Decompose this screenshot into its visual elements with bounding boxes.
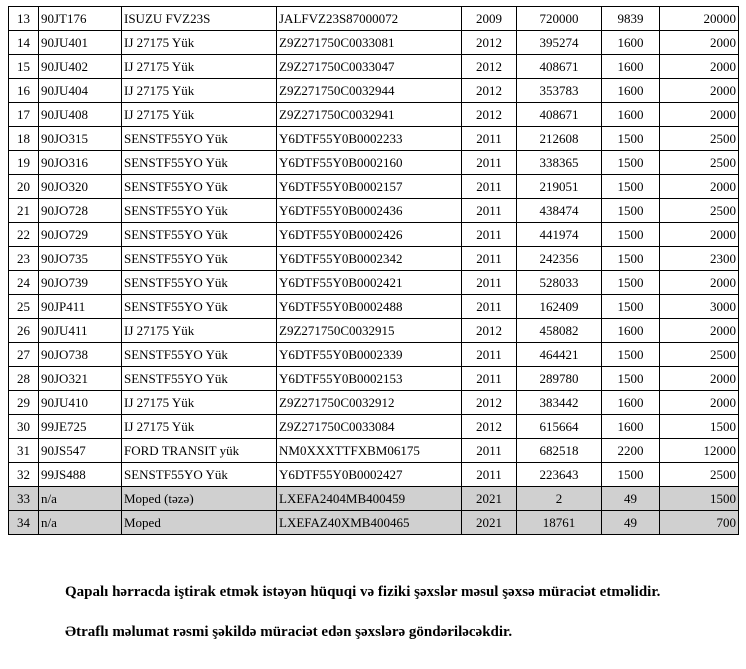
table-cell-engine: 1500 xyxy=(602,199,660,223)
table-cell-year: 2011 xyxy=(462,175,517,199)
table-cell-model: SENSTF55YO Yük xyxy=(122,247,277,271)
table-cell-mileage: 408671 xyxy=(517,103,602,127)
table-cell-price: 2000 xyxy=(660,55,739,79)
table-cell-price: 3000 xyxy=(660,295,739,319)
table-cell-mileage: 162409 xyxy=(517,295,602,319)
table-cell-engine: 49 xyxy=(602,511,660,535)
table-cell-year: 2011 xyxy=(462,367,517,391)
vehicle-table-body xyxy=(9,7,739,535)
table-cell-price: 2000 xyxy=(660,391,739,415)
table-cell-vin: Y6DTF55Y0B0002488 xyxy=(277,295,462,319)
note-paragraph-details: Ətraflı məlumat rəsmi şəkildə müraciət edən şəxslərə göndəriləcəkdir. xyxy=(65,623,513,640)
notes-section xyxy=(65,583,682,642)
table-row xyxy=(9,367,739,391)
table-cell-vin: NM0XXXTTFXBM06175 xyxy=(277,439,462,463)
table-cell-no: 29 xyxy=(9,391,39,415)
table-cell-no: 32 xyxy=(9,463,39,487)
table-cell-year: 2012 xyxy=(462,391,517,415)
table-cell-plate: 90JO739 xyxy=(39,271,122,295)
table-cell-year: 2011 xyxy=(462,295,517,319)
table-cell-mileage: 441974 xyxy=(517,223,602,247)
table-cell-vin: Y6DTF55Y0B0002233 xyxy=(277,127,462,151)
table-cell-engine: 1500 xyxy=(602,463,660,487)
table-cell-no: 27 xyxy=(9,343,39,367)
table-cell-no: 24 xyxy=(9,271,39,295)
table-cell-model: SENSTF55YO Yük xyxy=(122,127,277,151)
table-cell-year: 2011 xyxy=(462,127,517,151)
table-cell-price: 2000 xyxy=(660,175,739,199)
table-cell-price: 1500 xyxy=(660,487,739,511)
table-cell-price: 2500 xyxy=(660,343,739,367)
table-cell-price: 12000 xyxy=(660,439,739,463)
table-cell-model: IJ 27175 Yük xyxy=(122,31,277,55)
table-cell-vin: Z9Z271750C0033047 xyxy=(277,55,462,79)
table-cell-engine: 1500 xyxy=(602,151,660,175)
table-cell-no: 26 xyxy=(9,319,39,343)
table-cell-plate: 90JU402 xyxy=(39,55,122,79)
table-cell-year: 2012 xyxy=(462,103,517,127)
table-cell-model: SENSTF55YO Yük xyxy=(122,295,277,319)
table-cell-year: 2012 xyxy=(462,55,517,79)
table-cell-mileage: 464421 xyxy=(517,343,602,367)
table-cell-engine: 2200 xyxy=(602,439,660,463)
table-cell-price: 2500 xyxy=(660,151,739,175)
table-cell-model: Moped xyxy=(122,511,277,535)
table-cell-engine: 1600 xyxy=(602,319,660,343)
table-cell-mileage: 528033 xyxy=(517,271,602,295)
table-cell-year: 2011 xyxy=(462,247,517,271)
table-cell-plate: 90JU401 xyxy=(39,31,122,55)
table-row xyxy=(9,247,739,271)
table-cell-mileage: 682518 xyxy=(517,439,602,463)
table-cell-model: IJ 27175 Yük xyxy=(122,55,277,79)
table-cell-model: SENSTF55YO Yük xyxy=(122,343,277,367)
table-cell-mileage: 408671 xyxy=(517,55,602,79)
table-cell-engine: 1600 xyxy=(602,391,660,415)
vehicle-table xyxy=(8,6,739,535)
table-cell-year: 2021 xyxy=(462,487,517,511)
table-row xyxy=(9,319,739,343)
table-cell-no: 28 xyxy=(9,367,39,391)
table-cell-year: 2011 xyxy=(462,199,517,223)
table-cell-year: 2012 xyxy=(462,319,517,343)
table-cell-mileage: 615664 xyxy=(517,415,602,439)
table-cell-vin: JALFVZ23S87000072 xyxy=(277,7,462,31)
table-cell-year: 2011 xyxy=(462,439,517,463)
table-cell-mileage: 383442 xyxy=(517,391,602,415)
table-row xyxy=(9,175,739,199)
table-cell-model: SENSTF55YO Yük xyxy=(122,151,277,175)
table-cell-plate: n/a xyxy=(39,511,122,535)
table-cell-engine: 1500 xyxy=(602,223,660,247)
table-cell-plate: 90JU408 xyxy=(39,103,122,127)
table-cell-price: 2500 xyxy=(660,463,739,487)
table-cell-year: 2011 xyxy=(462,151,517,175)
table-cell-year: 2011 xyxy=(462,223,517,247)
table-cell-model: Moped (təzə) xyxy=(122,487,277,511)
table-cell-plate: 90JO738 xyxy=(39,343,122,367)
table-cell-vin: Z9Z271750C0032941 xyxy=(277,103,462,127)
table-cell-mileage: 219051 xyxy=(517,175,602,199)
table-cell-price: 1500 xyxy=(660,415,739,439)
table-row xyxy=(9,127,739,151)
table-cell-vin: Y6DTF55Y0B0002427 xyxy=(277,463,462,487)
table-cell-no: 25 xyxy=(9,295,39,319)
table-cell-plate: 90JO316 xyxy=(39,151,122,175)
table-cell-no: 14 xyxy=(9,31,39,55)
table-cell-year: 2011 xyxy=(462,271,517,295)
table-cell-price: 2000 xyxy=(660,367,739,391)
table-cell-mileage: 289780 xyxy=(517,367,602,391)
table-cell-mileage: 2 xyxy=(517,487,602,511)
table-cell-no: 21 xyxy=(9,199,39,223)
table-cell-plate: 90JU404 xyxy=(39,79,122,103)
table-cell-engine: 9839 xyxy=(602,7,660,31)
table-cell-year: 2021 xyxy=(462,511,517,535)
table-row xyxy=(9,199,739,223)
table-cell-no: 34 xyxy=(9,511,39,535)
table-cell-model: SENSTF55YO Yük xyxy=(122,199,277,223)
table-cell-plate: 90JO728 xyxy=(39,199,122,223)
table-cell-model: SENSTF55YO Yük xyxy=(122,367,277,391)
note-paragraph-participation: Qapalı hərracda iştirak etmək istəyən hüquqi və fiziki şəxslər məsul şəxsə müraciət etməlidir. xyxy=(65,584,661,600)
table-cell-mileage: 395274 xyxy=(517,31,602,55)
table-cell-no: 22 xyxy=(9,223,39,247)
table-cell-model: SENSTF55YO Yük xyxy=(122,223,277,247)
table-cell-model: IJ 27175 Yük xyxy=(122,79,277,103)
table-cell-no: 23 xyxy=(9,247,39,271)
table-cell-plate: 90JT176 xyxy=(39,7,122,31)
table-cell-mileage: 338365 xyxy=(517,151,602,175)
table-cell-vin: Y6DTF55Y0B0002421 xyxy=(277,271,462,295)
table-cell-price: 2000 xyxy=(660,271,739,295)
table-cell-vin: Z9Z271750C0033084 xyxy=(277,415,462,439)
table-cell-engine: 1500 xyxy=(602,247,660,271)
table-cell-price: 2300 xyxy=(660,247,739,271)
table-cell-mileage: 212608 xyxy=(517,127,602,151)
table-cell-vin: Z9Z271750C0032912 xyxy=(277,391,462,415)
table-cell-price: 700 xyxy=(660,511,739,535)
table-cell-price: 2000 xyxy=(660,31,739,55)
table-cell-vin: Z9Z271750C0032944 xyxy=(277,79,462,103)
table-cell-vin: Y6DTF55Y0B0002160 xyxy=(277,151,462,175)
table-cell-no: 19 xyxy=(9,151,39,175)
table-cell-plate: 90JP411 xyxy=(39,295,122,319)
table-cell-engine: 1500 xyxy=(602,295,660,319)
table-cell-year: 2012 xyxy=(462,415,517,439)
table-cell-year: 2012 xyxy=(462,79,517,103)
table-cell-vin: Y6DTF55Y0B0002157 xyxy=(277,175,462,199)
table-cell-no: 16 xyxy=(9,79,39,103)
table-cell-mileage: 242356 xyxy=(517,247,602,271)
table-row xyxy=(9,391,739,415)
table-cell-no: 31 xyxy=(9,439,39,463)
table-cell-model: SENSTF55YO Yük xyxy=(122,271,277,295)
table-cell-no: 20 xyxy=(9,175,39,199)
table-row xyxy=(9,31,739,55)
table-cell-plate: 90JO735 xyxy=(39,247,122,271)
table-cell-vin: Y6DTF55Y0B0002339 xyxy=(277,343,462,367)
table-row xyxy=(9,151,739,175)
table-cell-vin: Y6DTF55Y0B0002342 xyxy=(277,247,462,271)
table-cell-year: 2011 xyxy=(462,463,517,487)
table-cell-engine: 1600 xyxy=(602,79,660,103)
table-row xyxy=(9,295,739,319)
table-cell-vin: LXEFA2404MB400459 xyxy=(277,487,462,511)
table-cell-model: IJ 27175 Yük xyxy=(122,391,277,415)
table-cell-mileage: 223643 xyxy=(517,463,602,487)
table-cell-vin: Z9Z271750C0033081 xyxy=(277,31,462,55)
table-row xyxy=(9,223,739,247)
table-cell-engine: 1600 xyxy=(602,103,660,127)
table-cell-model: SENSTF55YO Yük xyxy=(122,463,277,487)
table-cell-plate: n/a xyxy=(39,487,122,511)
table-row xyxy=(9,511,739,535)
table-cell-no: 18 xyxy=(9,127,39,151)
table-cell-price: 2000 xyxy=(660,79,739,103)
table-cell-plate: 90JS547 xyxy=(39,439,122,463)
table-cell-no: 13 xyxy=(9,7,39,31)
table-cell-mileage: 438474 xyxy=(517,199,602,223)
table-cell-engine: 1500 xyxy=(602,367,660,391)
table-cell-vin: Y6DTF55Y0B0002153 xyxy=(277,367,462,391)
table-cell-price: 2500 xyxy=(660,127,739,151)
table-cell-vin: Y6DTF55Y0B0002426 xyxy=(277,223,462,247)
table-cell-engine: 1600 xyxy=(602,31,660,55)
table-cell-year: 2012 xyxy=(462,31,517,55)
table-cell-engine: 1500 xyxy=(602,343,660,367)
table-cell-plate: 90JU410 xyxy=(39,391,122,415)
table-cell-mileage: 458082 xyxy=(517,319,602,343)
table-cell-plate: 99JS488 xyxy=(39,463,122,487)
table-cell-engine: 1500 xyxy=(602,175,660,199)
table-cell-engine: 1500 xyxy=(602,271,660,295)
table-cell-model: ISUZU FVZ23S xyxy=(122,7,277,31)
table-cell-engine: 1600 xyxy=(602,55,660,79)
table-cell-plate: 99JE725 xyxy=(39,415,122,439)
table-cell-engine: 1500 xyxy=(602,127,660,151)
table-cell-no: 17 xyxy=(9,103,39,127)
table-cell-vin: Y6DTF55Y0B0002436 xyxy=(277,199,462,223)
table-cell-price: 2000 xyxy=(660,103,739,127)
table-row xyxy=(9,343,739,367)
table-cell-no: 30 xyxy=(9,415,39,439)
table-row xyxy=(9,103,739,127)
table-cell-mileage: 18761 xyxy=(517,511,602,535)
table-cell-year: 2009 xyxy=(462,7,517,31)
table-cell-plate: 90JU411 xyxy=(39,319,122,343)
table-row xyxy=(9,415,739,439)
table-cell-price: 2500 xyxy=(660,199,739,223)
table-cell-no: 15 xyxy=(9,55,39,79)
table-cell-year: 2011 xyxy=(462,343,517,367)
table-row xyxy=(9,463,739,487)
table-cell-model: IJ 27175 Yük xyxy=(122,319,277,343)
table-cell-plate: 90JO315 xyxy=(39,127,122,151)
table-cell-price: 20000 xyxy=(660,7,739,31)
table-cell-mileage: 720000 xyxy=(517,7,602,31)
table-row xyxy=(9,439,739,463)
table-cell-vin: LXEFAZ40XMB400465 xyxy=(277,511,462,535)
table-row xyxy=(9,487,739,511)
table-cell-price: 2000 xyxy=(660,223,739,247)
table-row xyxy=(9,7,739,31)
table-cell-mileage: 353783 xyxy=(517,79,602,103)
table-cell-model: SENSTF55YO Yük xyxy=(122,175,277,199)
table-cell-vin: Z9Z271750C0032915 xyxy=(277,319,462,343)
table-cell-no: 33 xyxy=(9,487,39,511)
table-cell-plate: 90JO320 xyxy=(39,175,122,199)
table-cell-price: 2000 xyxy=(660,319,739,343)
table-cell-model: IJ 27175 Yük xyxy=(122,415,277,439)
table-cell-engine: 49 xyxy=(602,487,660,511)
table-cell-engine: 1600 xyxy=(602,415,660,439)
table-row xyxy=(9,79,739,103)
table-row xyxy=(9,55,739,79)
table-row xyxy=(9,271,739,295)
table-cell-plate: 90JO321 xyxy=(39,367,122,391)
table-cell-plate: 90JO729 xyxy=(39,223,122,247)
table-cell-model: IJ 27175 Yük xyxy=(122,103,277,127)
table-cell-model: FORD TRANSIT yük xyxy=(122,439,277,463)
